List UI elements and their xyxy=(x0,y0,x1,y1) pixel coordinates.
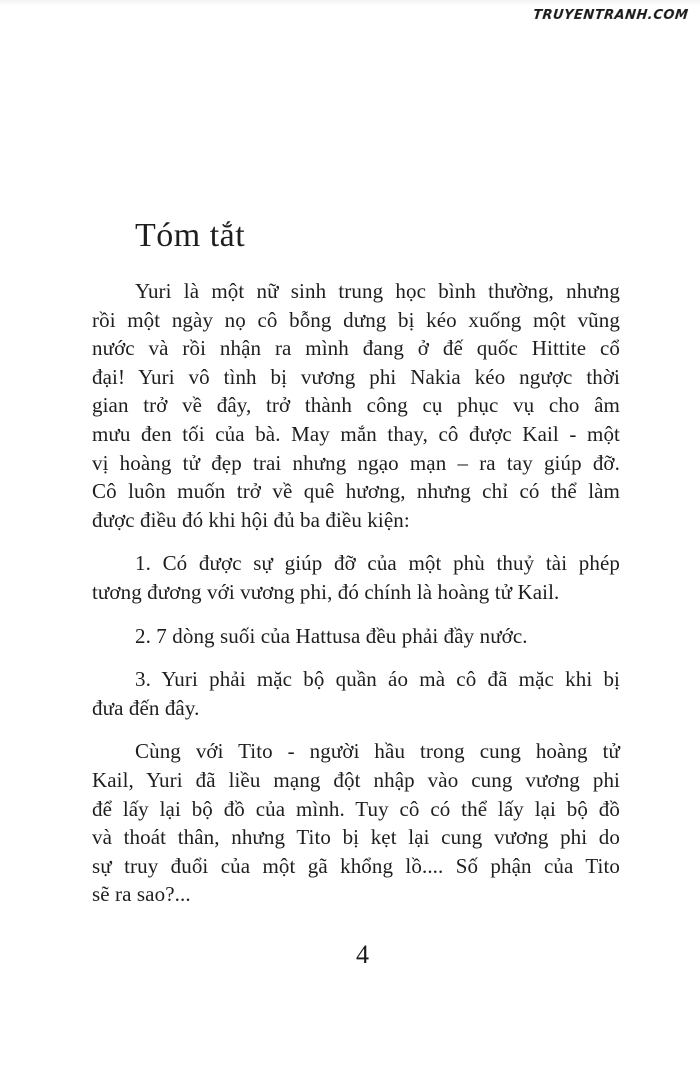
text-line: gian trở về đây, trở thành công cụ phục vụ cho âm xyxy=(92,393,620,418)
text-line: tương đương với vương phi, đó chính là hoàng tử Kail. xyxy=(92,579,560,604)
text-line: đưa đến đây. xyxy=(92,695,200,720)
text-line: được điều đó khi hội đủ ba điều kiện: xyxy=(92,507,410,532)
list-item xyxy=(92,622,620,651)
text-line: Kail, Yuri đã liều mạng đột nhập vào cung vương phi xyxy=(92,767,620,792)
text-line: để lấy lại bộ đồ của mình. Tuy cô có thể lấy lại bộ đồ xyxy=(92,796,620,821)
text-line: vị hoàng tử đẹp trai nhưng ngạo mạn – ra tay giúp đỡ. xyxy=(92,450,620,475)
paragraph xyxy=(92,737,620,909)
text-line: 3. Yuri phải mặc bộ quần áo mà cô đã mặc khi bị xyxy=(135,667,620,692)
paragraph xyxy=(92,277,620,534)
text-line: nước và rồi nhận ra mình đang ở đế quốc Hittite cổ xyxy=(92,336,620,361)
text-line: Cô luôn muốn trở về quê hương, nhưng chỉ có thể làm xyxy=(92,479,620,504)
text-blocks xyxy=(92,277,620,909)
text-line: sự truy đuổi của một gã khổng lồ.... Số phận của Tito xyxy=(92,853,620,878)
text-line: mưu đen tối của bà. May mắn thay, cô được Kail - một xyxy=(92,421,620,446)
text-line: Cùng với Tito - người hầu trong cung hoàng tử xyxy=(135,739,620,764)
page-title: Tóm tắt xyxy=(135,217,246,254)
text-line: rồi một ngày nọ cô bỗng dưng bị kéo xuống một vũng xyxy=(92,307,620,332)
text-line: đại! Yuri vô tình bị vương phi Nakia kéo ngược thời xyxy=(92,364,620,389)
site-watermark: TRUYENTRANH.COM xyxy=(531,8,689,23)
text-line: 2. 7 dòng suối của Hattusa đều phải đầy nước. xyxy=(135,623,528,648)
page-content xyxy=(92,213,620,909)
page-number: 4 xyxy=(356,940,369,969)
text-line: Yuri là một nữ sinh trung học bình thường, nhưng xyxy=(135,279,620,303)
text-line: sẽ ra sao?... xyxy=(92,882,191,907)
text-line: và thoát thân, nhưng Tito bị kẹt lại cung vương phi do xyxy=(92,825,620,850)
text-line: 1. Có được sự giúp đỡ của một phù thuỷ tài phép xyxy=(135,551,620,576)
scan-edge-shading xyxy=(0,0,700,6)
list-item xyxy=(92,665,620,722)
list-item xyxy=(92,549,620,606)
